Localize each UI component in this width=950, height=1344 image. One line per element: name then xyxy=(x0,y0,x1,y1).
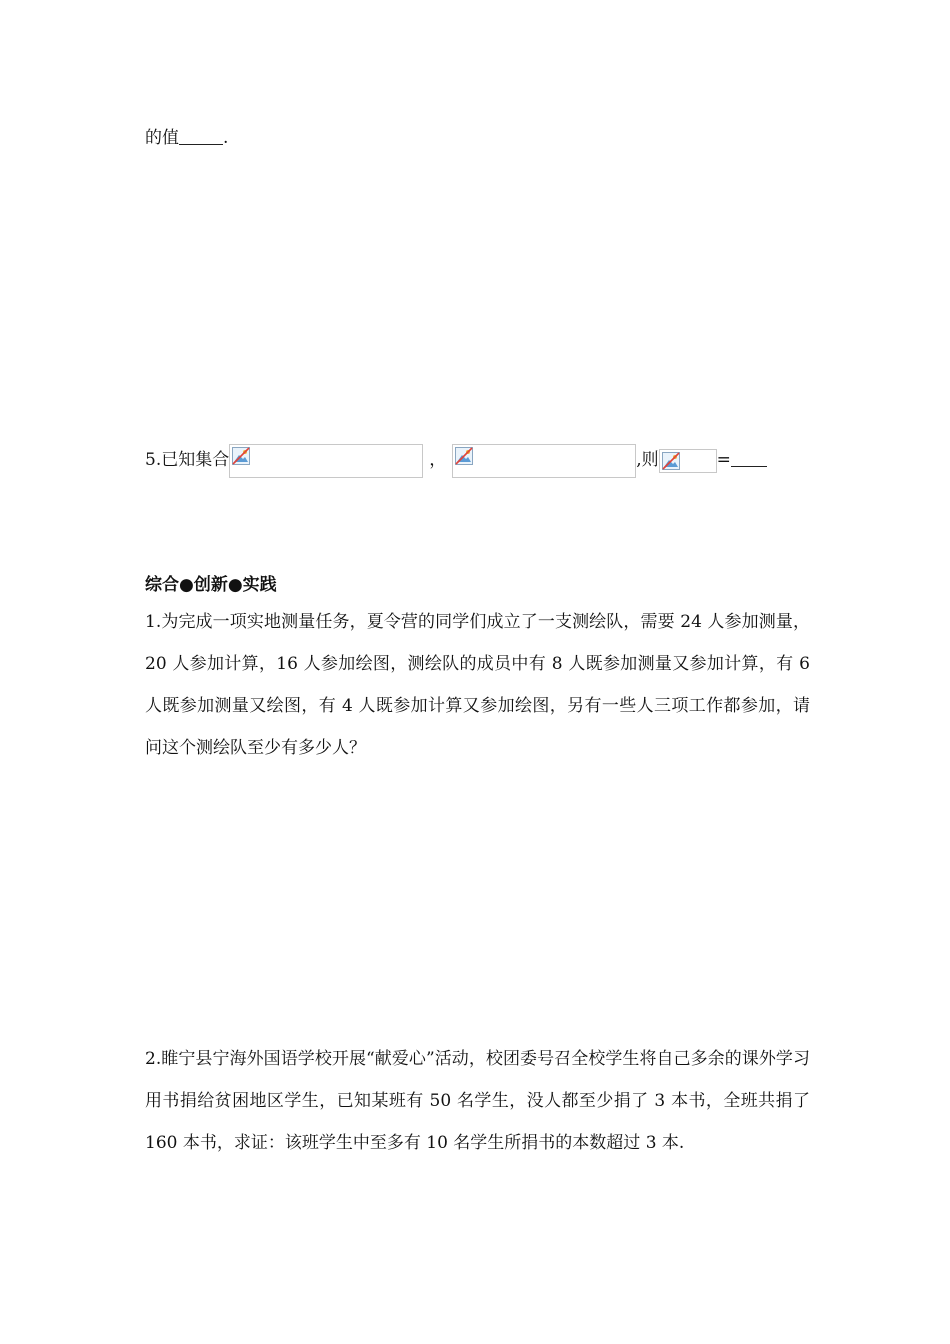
q5-sep1: ， xyxy=(429,450,447,470)
fragment-line xyxy=(145,128,228,148)
q5-eq: = xyxy=(716,450,731,470)
fragment-tail: . xyxy=(223,128,229,148)
question-5 xyxy=(145,443,767,478)
answer-blank xyxy=(179,128,223,145)
q5-sep2: ,则 xyxy=(636,450,659,470)
set-b-image xyxy=(452,444,636,478)
q5-prefix: 5.已知集合 xyxy=(145,450,230,470)
broken-image-icon xyxy=(662,452,680,470)
fragment-text: 的值 xyxy=(145,128,179,148)
broken-image-icon xyxy=(455,447,473,465)
set-a-image xyxy=(229,444,423,478)
broken-image-icon xyxy=(232,447,250,465)
result-image xyxy=(659,449,717,473)
problem-1: 1.为完成一项实地测量任务，夏令营的同学们成立了一支测绘队，需要 24 人参加测量，20 人参加计算，16 人参加绘图，测绘队的成员中有 8 人既参加测量又参加计算，有 6 人既参加测量又绘图，有 4 人既参加计算又参加绘图，另有一些人三项工作都参加，请问这个测绘队至少有多少人？ xyxy=(145,612,810,758)
problem-2: 2.睢宁县宁海外国语学校开展“献爱心”活动，校团委号召全校学生将自己多余的课外学习用书捐给贫困地区学生，已知某班有 50 名学生，没人都至少捐了 3 本书，全班共捐了 160 本书，求证：该班学生中至多有 10 名学生所捐书的本数超过 3 本. xyxy=(145,1049,810,1153)
section-heading: 综合●创新●实践 xyxy=(145,575,277,595)
answer-blank xyxy=(731,450,767,467)
